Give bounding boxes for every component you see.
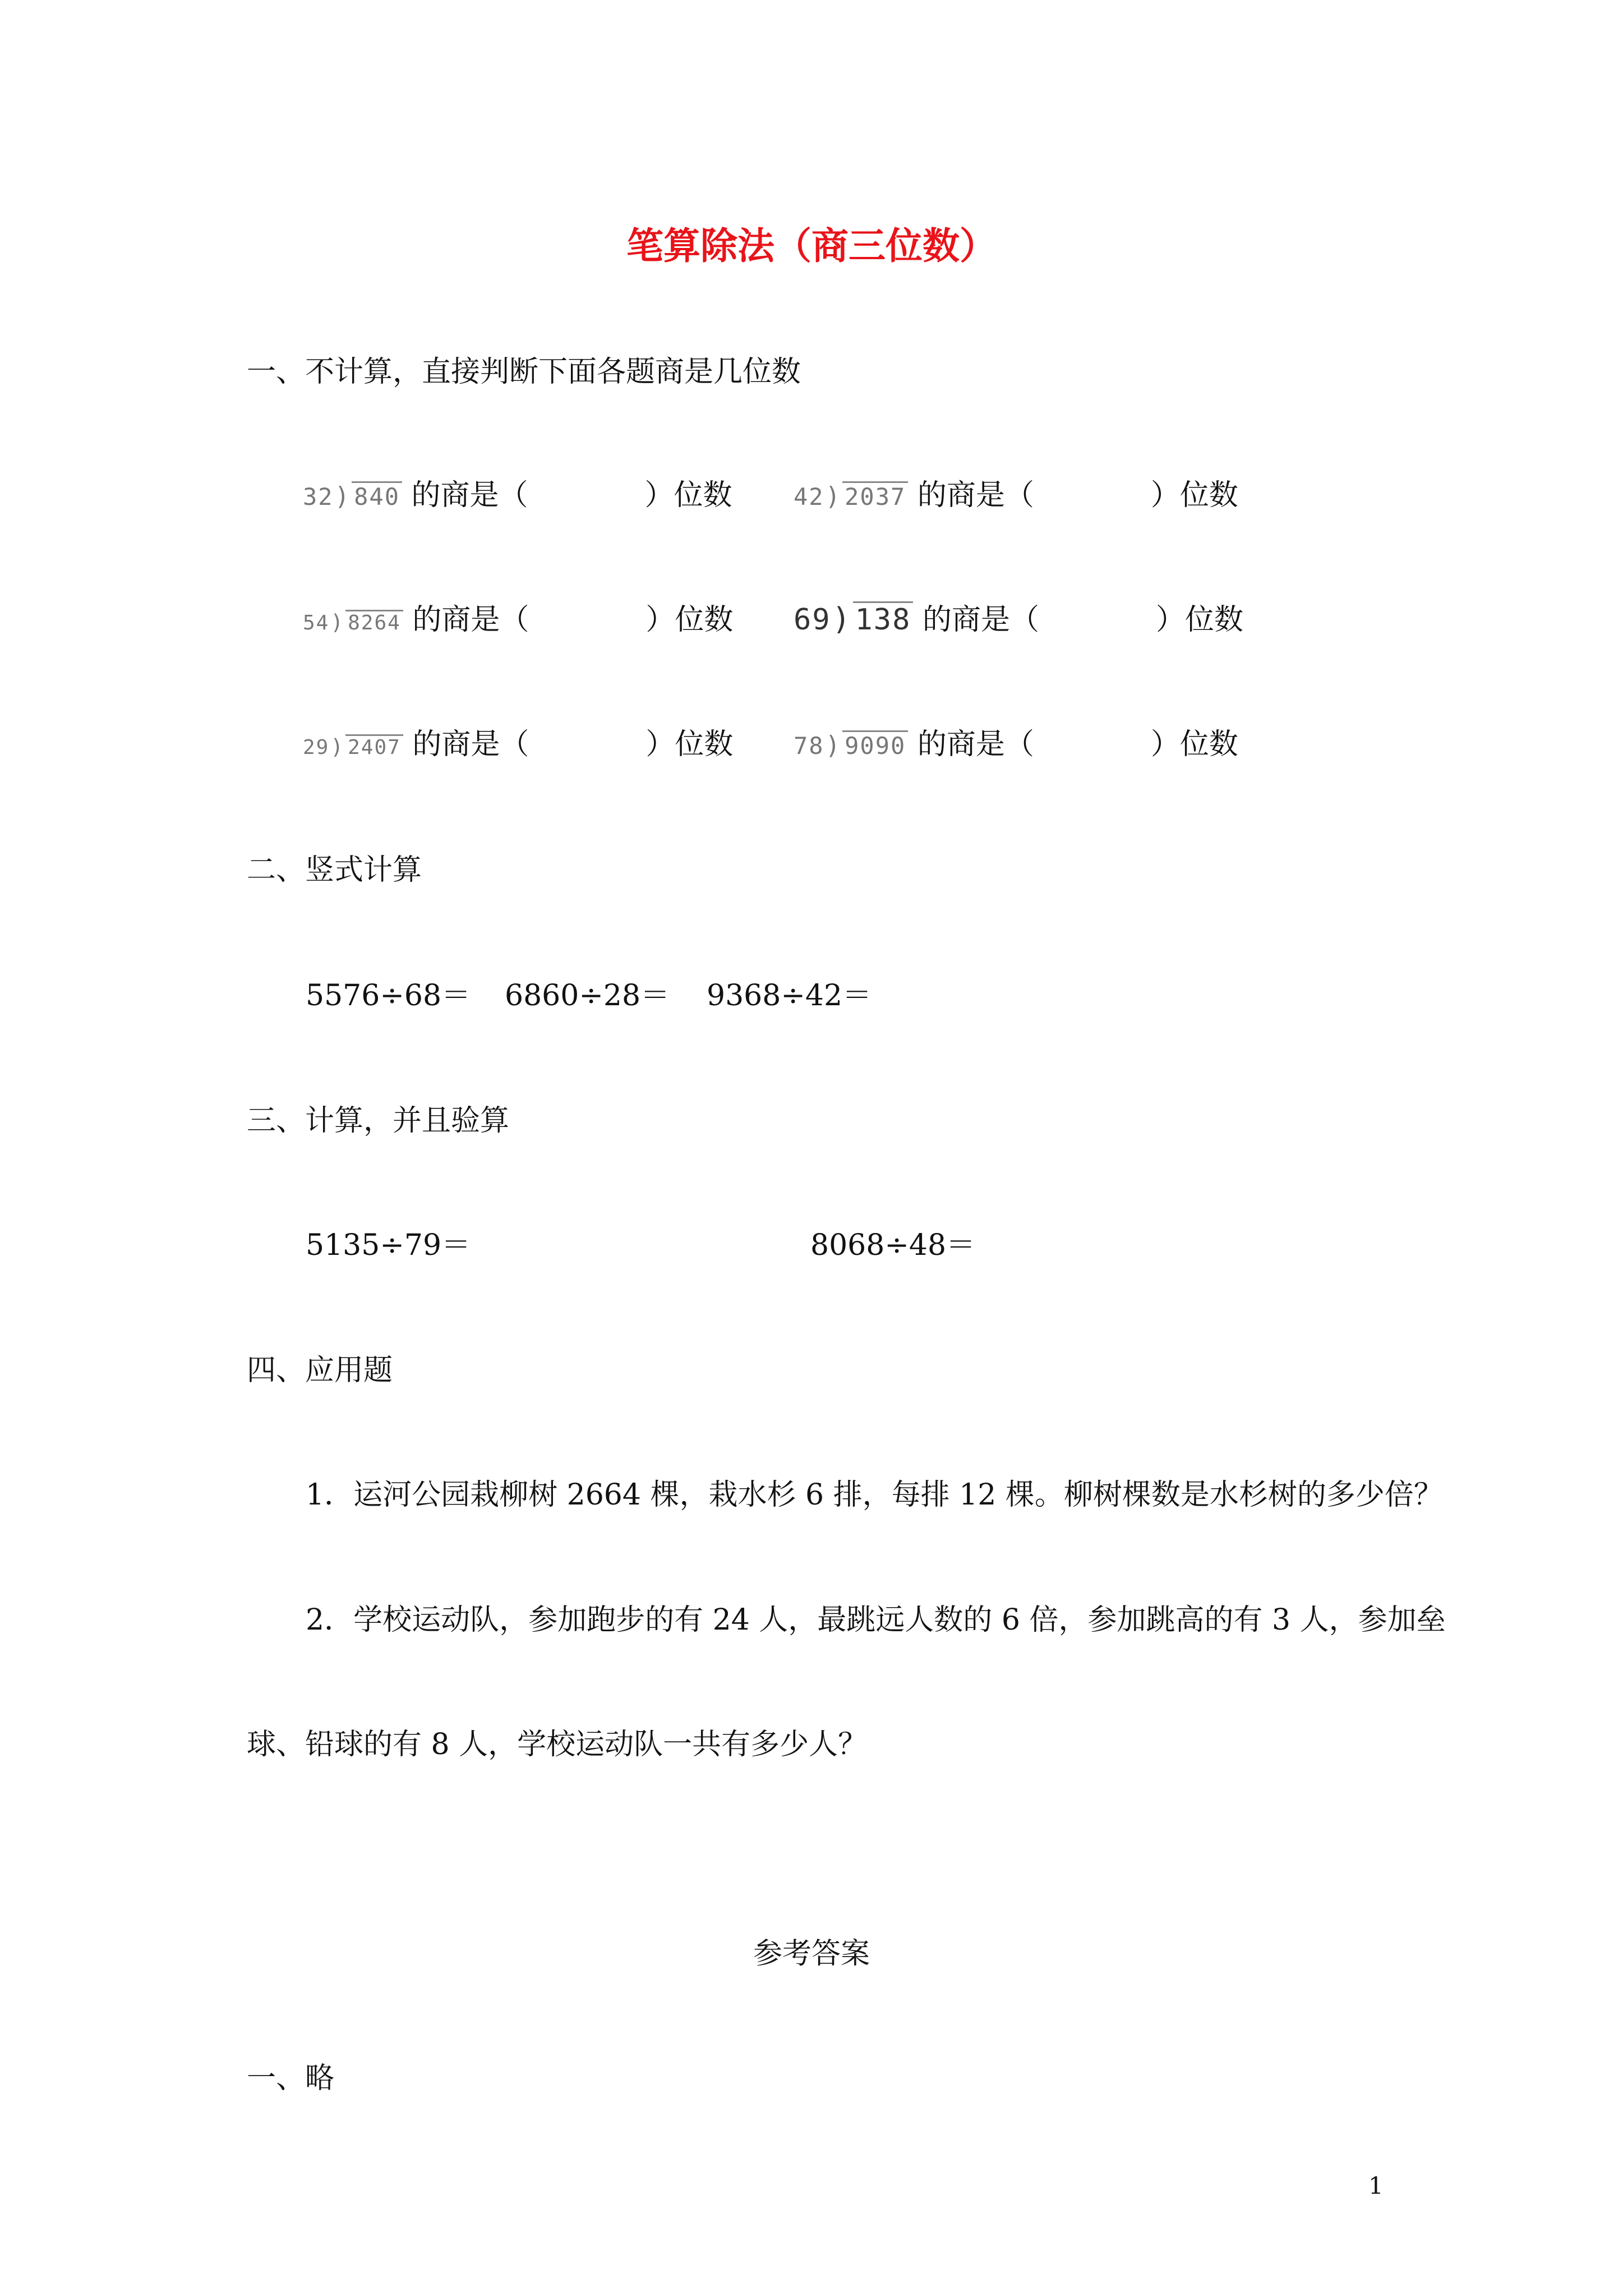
division-item-6 — [794, 720, 1238, 762]
division-item-text: 的商是（ ）位数 — [922, 603, 1243, 637]
division-item-text: 的商是（ ）位数 — [411, 478, 732, 512]
division-expression: 78) 9090 — [794, 730, 908, 760]
section-2-heading: 二、竖式计算 — [247, 853, 422, 887]
page-title: 笔算除法（商三位数） — [626, 224, 997, 268]
division-item-2 — [794, 471, 1238, 513]
division-item-text: 的商是（ ）位数 — [412, 728, 734, 761]
division-item-1 — [303, 471, 732, 513]
word-problem-1: 1．运河公园栽柳树 2664 棵，栽水杉 6 排，每排 12 棵。柳树棵数是水杉树的多少倍？ — [306, 1478, 1443, 1512]
division-item-text: 的商是（ ）位数 — [917, 728, 1238, 761]
check-calc-problem-1: 5135÷79＝ — [306, 1228, 471, 1262]
vertical-calc-problem-2: 6860÷28＝ — [505, 979, 670, 1013]
division-expression: 69) 138 — [794, 601, 913, 637]
section-3-heading: 三、计算，并且验算 — [247, 1104, 510, 1138]
division-expression: 42) 2037 — [794, 481, 908, 511]
division-expression: 29) 2407 — [303, 734, 403, 759]
answers-heading: 参考答案 — [753, 1937, 870, 1971]
division-item-3 — [303, 596, 733, 638]
division-expression: 54) 8264 — [303, 610, 403, 634]
section-1-heading: 一、不计算，直接判断下面各题商是几位数 — [247, 355, 801, 389]
division-expression: 32) 840 — [303, 481, 402, 511]
page-number: 1 — [1368, 2172, 1384, 2200]
vertical-calc-problem-1: 5576÷68＝ — [306, 979, 471, 1013]
division-item-4 — [794, 596, 1243, 638]
division-item-5 — [303, 720, 733, 762]
answers-section-1: 一、略 — [247, 2062, 335, 2095]
vertical-calc-problem-3: 9368÷42＝ — [707, 979, 872, 1013]
word-problem-2-line-1: 2．学校运动队，参加跑步的有 24 人，最跳远人数的 6 倍，参加跳高的有 3 人，参加垒 — [306, 1603, 1446, 1637]
section-4-heading: 四、应用题 — [247, 1354, 393, 1387]
division-item-text: 的商是（ ）位数 — [917, 478, 1238, 512]
division-item-text: 的商是（ ）位数 — [412, 603, 734, 637]
word-problem-2-line-2: 球、铅球的有 8 人，学校运动队一共有多少人？ — [247, 1728, 868, 1761]
check-calc-problem-2: 8068÷48＝ — [810, 1228, 976, 1262]
